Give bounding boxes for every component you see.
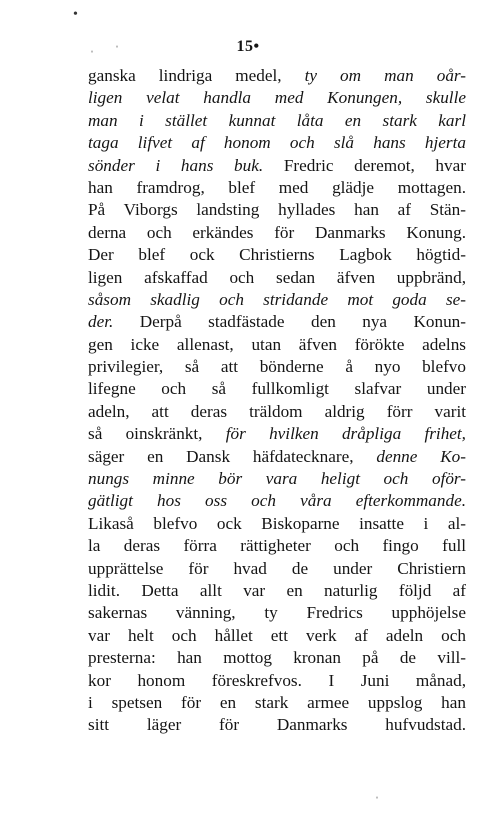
italic-text-segment: denne Ko- (376, 446, 466, 466)
text-segment: ligen afskaffad och sedan äfven uppbränd, (88, 267, 466, 287)
text-segment: derna och erkändes för Danmarks Konung. (88, 222, 466, 242)
text-line (88, 311, 466, 333)
text-line (88, 602, 466, 624)
ink-speck: ˈ (115, 43, 119, 57)
italic-text-segment: nungs minne bör vara heligt och oför- (88, 469, 466, 489)
italic-text-segment: ty om man oår- (304, 66, 466, 85)
ink-speck: ˈ (375, 794, 379, 808)
text-line (88, 647, 466, 669)
text-line (88, 670, 466, 692)
text-line (88, 513, 466, 535)
text-line (88, 289, 466, 311)
text-segment: han framdrog, blef med glädje mottagen. (88, 177, 466, 197)
text-line (88, 692, 466, 714)
text-line (88, 446, 466, 468)
text-segment: lifegne och så fullkomligt slafvar under (88, 379, 466, 399)
text-line (88, 401, 466, 423)
text-segment: Fredric deremot, hvar (263, 155, 466, 175)
text-line (88, 177, 466, 199)
body-text (88, 65, 466, 737)
text-segment: var helt och hållet ett verk af adeln och (88, 625, 466, 645)
italic-text-segment: såsom skadlig och stridande mot goda se- (88, 289, 466, 309)
text-line (88, 580, 466, 602)
italic-text-segment: för hvilken dråpliga frihet, (225, 424, 466, 444)
text-segment: så oinskränkt, (88, 424, 226, 444)
text-segment: kor honom föreskrefvos. I Juni månad, (88, 670, 466, 690)
text-line (88, 423, 466, 445)
text-line (88, 378, 466, 400)
text-segment: presterna: han mottog kronan på de vill- (88, 648, 466, 668)
ink-speck: ˌ (90, 39, 94, 53)
text-line (88, 199, 466, 221)
text-segment: upprättelse för hvad de under Christiern (88, 558, 466, 578)
text-segment: privilegier, så att bönderne å nyo blefvo (88, 357, 466, 377)
text-segment: säger en Dansk häfdatecknare, (88, 446, 377, 466)
italic-text-segment: gätligt hos oss och våra efterkommande. (88, 491, 466, 511)
italic-text-segment: ligen velat handla med Konungen, skulle (88, 88, 466, 108)
text-segment: i spetsen för en stark armee uppslog han (88, 692, 466, 712)
text-segment: Der blef ock Christierns Lagbok högtid- (88, 245, 466, 265)
text-segment: På Viborgs landsting hyllades han af Stän- (88, 200, 466, 220)
text-segment: adeln, att deras träldom aldrig förr varit (88, 401, 466, 421)
italic-text-segment: man i stället kunnat låta en stark karl (88, 110, 466, 130)
text-line (88, 222, 466, 244)
text-line (88, 356, 466, 378)
text-line (88, 155, 466, 177)
text-line (88, 267, 466, 289)
italic-text-segment: der. (88, 312, 114, 332)
text-line (88, 714, 466, 736)
text-line (88, 244, 466, 266)
text-line (88, 110, 466, 132)
text-line (88, 468, 466, 490)
text-segment: gen icke allenast, utan äfven förökte adelns (88, 334, 466, 354)
text-line (88, 65, 466, 87)
text-segment: lidit. Detta allt var en naturlig följd af (88, 580, 466, 600)
text-line (88, 558, 466, 580)
text-line (88, 132, 466, 154)
italic-text-segment: taga lifvet af honom och slå hans hjerta (88, 133, 466, 153)
text-line (88, 625, 466, 647)
text-segment: Likaså blefvo ock Biskoparne insatte i al- (88, 513, 466, 533)
page-number: 15• (236, 38, 260, 55)
text-segment: sakernas vänning, ty Fredrics upphöjelse (88, 603, 466, 623)
text-segment: ganska lindriga medel, (88, 66, 305, 85)
text-segment: Derpå stadfästade den nya Konun- (113, 312, 466, 332)
text-line (88, 535, 466, 557)
text-segment: sitt läger för Danmarks hufvudstad. (88, 715, 466, 735)
text-line (88, 490, 466, 512)
text-segment: la deras förra rättigheter och fingo full (88, 536, 466, 556)
text-line (88, 334, 466, 356)
ink-speck: • (73, 7, 78, 22)
text-line (88, 87, 466, 109)
italic-text-segment: sönder i hans buk. (88, 155, 264, 175)
